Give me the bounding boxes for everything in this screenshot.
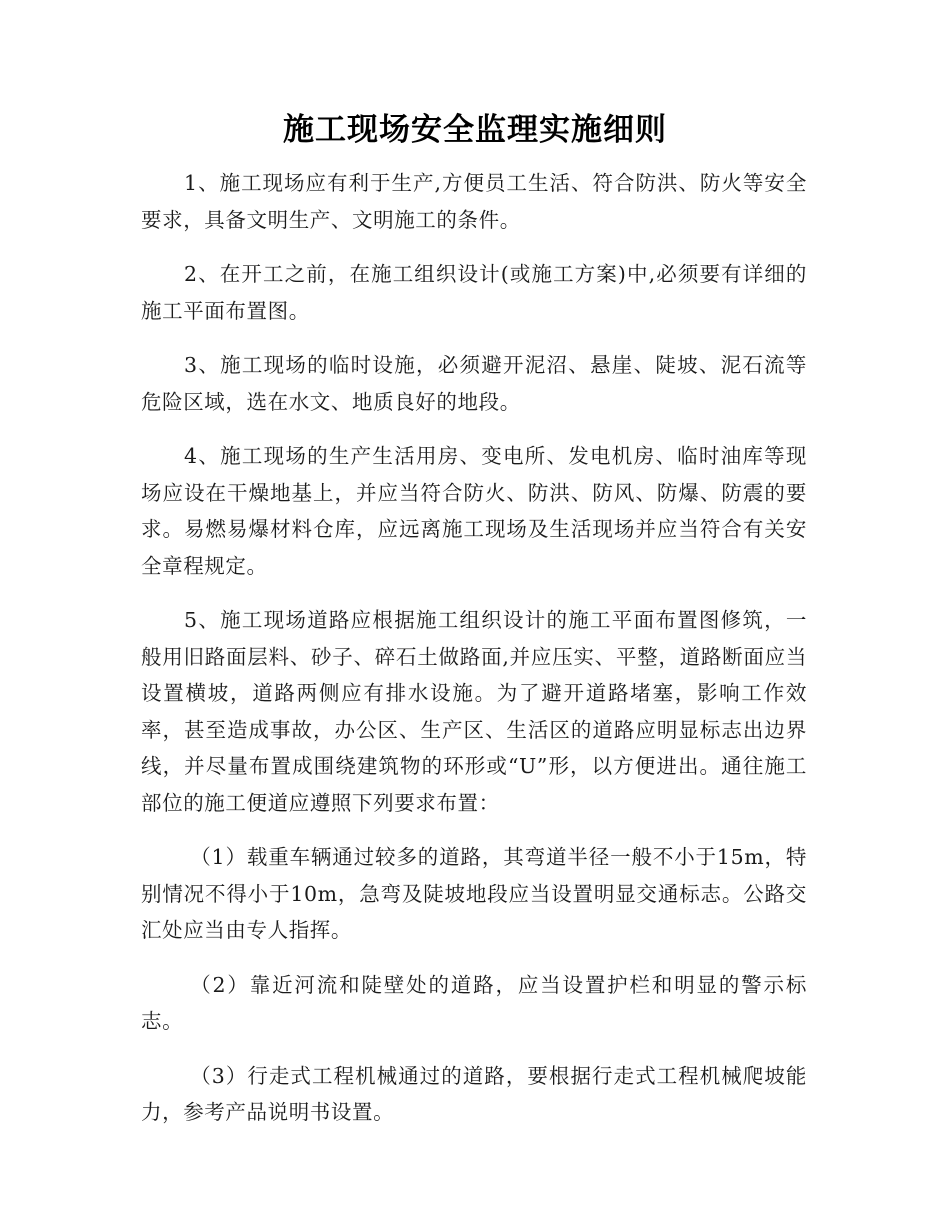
sub-paragraph-3: （3）行走式工程机械通过的道路，要根据行走式工程机械爬坡能力，参考产品说明书设置。 [141,1063,807,1124]
paragraph-3: 3、施工现场的临时设施，必须避开泥沼、悬崖、陡坡、泥石流等危险区域，选在水文、地质良好的地段。 [141,353,807,414]
sub-paragraph-2: （2）靠近河流和陡壁处的道路，应当设置护栏和明显的警示标志。 [141,972,807,1033]
document-body [141,165,807,1149]
sub-paragraph-1: （1）载重车辆通过较多的道路，其弯道半径一般不小于15m，特别情况不得小于10m，急弯及陡坡地段应当设置明显交通标志。公路交汇处应当由专人指挥。 [141,845,807,942]
paragraph-2: 2、在开工之前，在施工组织设计(或施工方案)中,必须要有详细的施工平面布置图。 [141,262,807,323]
paragraph-5: 5、施工现场道路应根据施工组织设计的施工平面布置图修筑，一般用旧路面层料、砂子、碎石土做路面,并应压实、平整，道路断面应当设置横坡，道路两侧应有排水设施。为了避开道路堵塞，影响工作效率，甚至造成事故，办公区、生产区、生活区的道路应明显标志出边界线，并尽量布置成围绕建筑物的环形或“U”形，以方便进出。通往施工部位的施工便道应遵照下列要求布置： [141,608,807,815]
paragraph-4: 4、施工现场的生产生活用房、变电所、发电机房、临时油库等现场应设在干燥地基上，并应当符合防火、防洪、防风、防爆、防震的要求。易燃易爆材料仓库，应远离施工现场及生活现场并应当符合有关安全章程规定。 [141,444,807,578]
document-title: 施工现场安全监理实施细则 [283,112,667,148]
paragraph-1: 1、施工现场应有利于生产,方便员工生活、符合防洪、防火等安全要求，具备文明生产、文明施工的条件。 [141,171,807,232]
